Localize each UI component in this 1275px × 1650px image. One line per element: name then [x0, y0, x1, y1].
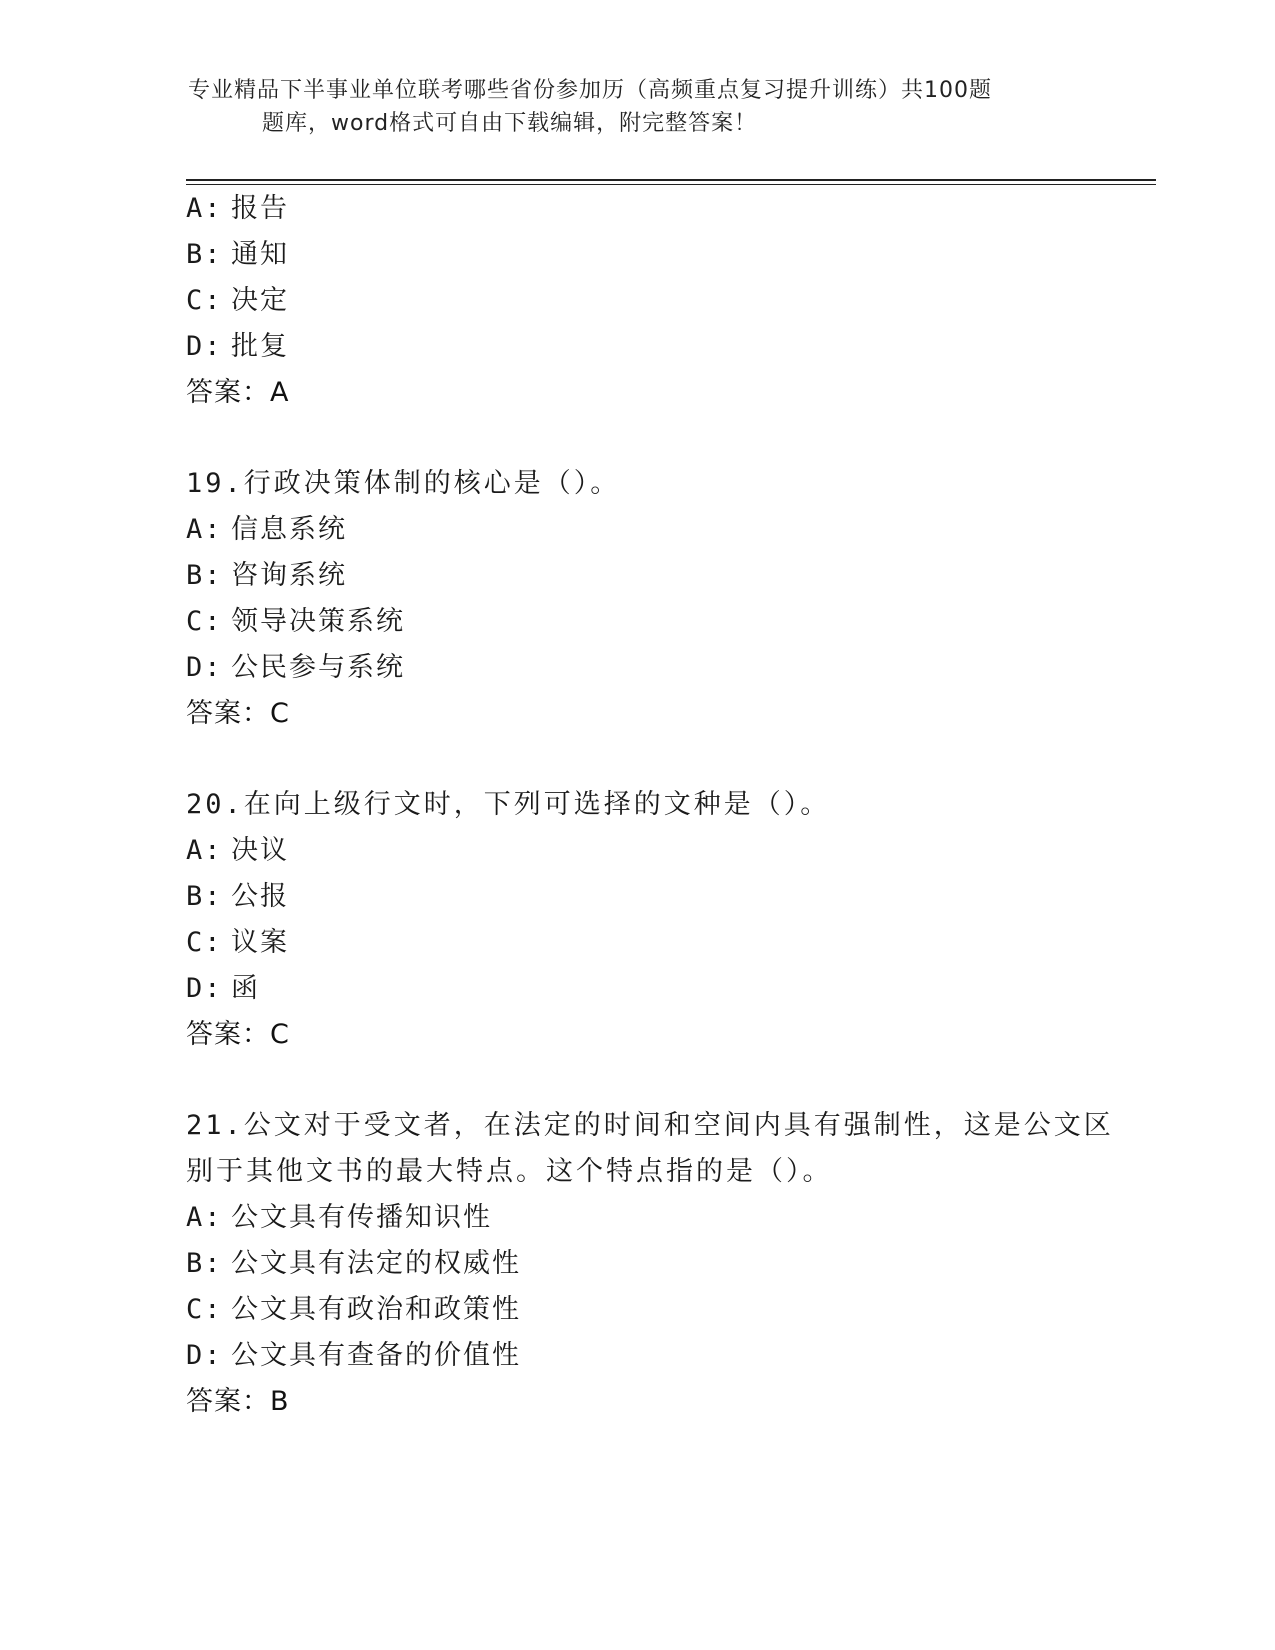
question-list [186, 186, 1114, 1425]
option-d [186, 645, 1106, 691]
option-b [186, 553, 1106, 599]
option-a [186, 507, 1106, 553]
option-key: D: [186, 973, 223, 1004]
option-key: D: [186, 331, 223, 362]
option-a [186, 186, 1106, 232]
page-header [188, 74, 1068, 140]
option-a [186, 1195, 1106, 1241]
option-key: B: [186, 239, 223, 270]
header-rule-thin [186, 184, 1156, 185]
option-key: A: [186, 193, 223, 224]
option-text: 公文具有法定的权威性 [231, 1248, 521, 1279]
option-text: 议案 [231, 927, 289, 958]
option-key: C: [186, 606, 223, 637]
option-b [186, 232, 1106, 278]
header-line-2: 题库，word格式可自由下载编辑，附完整答案！ [262, 111, 758, 136]
option-d [186, 966, 1106, 1012]
option-key: A: [186, 1202, 223, 1233]
option-text: 公报 [231, 881, 289, 912]
option-key: A: [186, 514, 223, 545]
option-text: 批复 [231, 331, 289, 362]
option-c [186, 920, 1106, 966]
option-key: D: [186, 1340, 223, 1371]
question-title-line-1: 21.公文对于受文者，在法定的时间和空间内具有强制性，这是公文区 [186, 1110, 1114, 1141]
option-text: 信息系统 [231, 514, 347, 545]
question-block-20 [186, 782, 1106, 1058]
option-key: C: [186, 1294, 223, 1325]
answer-line: 答案：B [186, 1386, 290, 1417]
option-text: 函 [231, 973, 260, 1004]
option-a [186, 828, 1106, 874]
question-title: 20.在向上级行文时，下列可选择的文种是（）。 [186, 789, 831, 820]
option-text: 决定 [231, 285, 289, 316]
option-key: B: [186, 560, 223, 591]
question-title: 19.行政决策体制的核心是（）。 [186, 468, 621, 499]
option-c [186, 1287, 1106, 1333]
option-c [186, 599, 1106, 645]
header-line-1: 专业精品下半事业单位联考哪些省份参加历（高频重点复习提升训练）共100题 [188, 78, 992, 103]
option-text: 决议 [231, 835, 289, 866]
answer-line: 答案：A [186, 377, 290, 408]
option-key: C: [186, 927, 223, 958]
option-text: 报告 [231, 193, 289, 224]
option-key: B: [186, 1248, 223, 1279]
header-rule-thick [186, 179, 1156, 181]
question-title-line-2: 别于其他文书的最大特点。这个特点指的是（）。 [186, 1156, 833, 1187]
option-text: 公文具有政治和政策性 [231, 1294, 521, 1325]
option-key: D: [186, 652, 223, 683]
option-key: C: [186, 285, 223, 316]
option-d [186, 1333, 1106, 1379]
option-text: 公文具有传播知识性 [231, 1202, 492, 1233]
question-block-19 [186, 461, 1106, 737]
option-key: A: [186, 835, 223, 866]
option-text: 咨询系统 [231, 560, 347, 591]
option-d [186, 324, 1106, 370]
option-b [186, 1241, 1106, 1287]
question-block-21 [186, 1103, 1114, 1425]
option-text: 领导决策系统 [231, 606, 405, 637]
answer-line: 答案：C [186, 1019, 290, 1050]
option-text: 公民参与系统 [231, 652, 405, 683]
answer-line: 答案：C [186, 698, 290, 729]
option-text: 公文具有查备的价值性 [231, 1340, 521, 1371]
option-b [186, 874, 1106, 920]
option-key: B: [186, 881, 223, 912]
question-block-18 [186, 186, 1106, 416]
option-c [186, 278, 1106, 324]
option-text: 通知 [231, 239, 289, 270]
